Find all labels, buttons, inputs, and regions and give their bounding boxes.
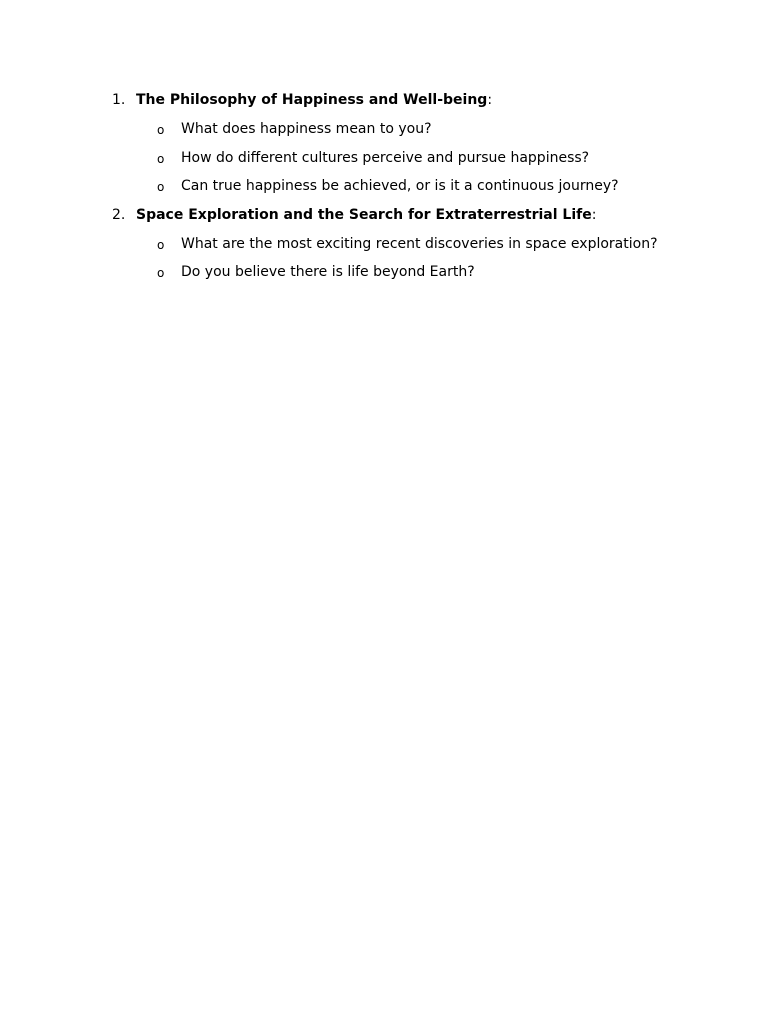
question-item — [112, 176, 712, 205]
question-text: What does happiness mean to you? — [181, 121, 432, 137]
topic-list — [112, 90, 712, 291]
topic-heading-text — [136, 205, 596, 225]
topic-title: The Philosophy of Happiness and Well-being — [136, 92, 488, 108]
topic-title-colon: : — [591, 206, 597, 223]
topic-heading-text — [136, 90, 492, 110]
question-item — [112, 148, 712, 177]
question-text: Can true happiness be achieved, or is it a continuous journey? — [181, 178, 619, 194]
topic-heading — [112, 205, 712, 234]
question-list — [112, 234, 712, 291]
bullet-marker: o — [157, 123, 165, 137]
question-text: What are the most exciting recent discoveries in space exploration? — [181, 235, 658, 252]
topic-item — [112, 205, 712, 291]
bullet-marker: o — [157, 266, 165, 280]
topic-title-colon: : — [487, 92, 493, 108]
bullet-marker: o — [157, 180, 165, 194]
topic-item — [112, 90, 712, 205]
topic-heading — [112, 90, 712, 119]
list-number: 1. — [112, 92, 126, 108]
question-text: Do you believe there is life beyond Earth? — [181, 264, 475, 280]
question-list — [112, 119, 712, 205]
bullet-marker: o — [157, 151, 165, 166]
list-number: 2. — [112, 206, 126, 223]
question-item — [112, 234, 712, 263]
question-item — [112, 262, 712, 291]
topic-title: Space Exploration and the Search for Extraterrestrial Life — [136, 206, 592, 223]
question-item — [112, 119, 712, 148]
bullet-marker: o — [157, 237, 165, 252]
question-text: How do different cultures perceive and pursue happiness? — [181, 149, 590, 166]
